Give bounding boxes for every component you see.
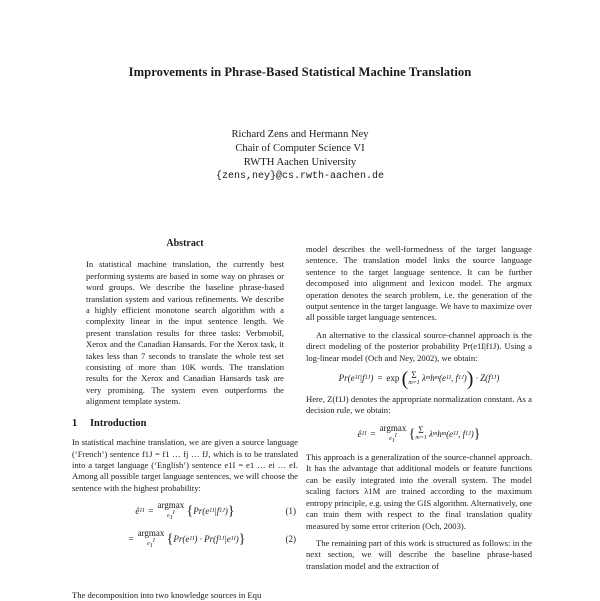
paragraph: Here, Z(f1J) denotes the appropriate normalization constant. As a decision rule, we obtain: bbox=[306, 394, 532, 416]
equation-number: (2) bbox=[285, 534, 296, 545]
section-title: Introduction bbox=[90, 417, 147, 429]
paragraph: This approach is a generalization of the source-channel approach. It has the advantage that additional models or feature functions can be easily integrated into the overall system. The model scaling factors λ1M are trained according to the maximum entropy principle, e.g. using the GIS algorithm. Alternatively, one can train them with respect to the final translation quality measured by some error criterion (Och, 2003). bbox=[306, 452, 532, 531]
author-email: {zens,ney}@cs.rwth-aachen.de bbox=[215, 171, 385, 182]
author-block bbox=[0, 128, 600, 184]
equation-1: ê 1 I = argmax $e_1^I$ { Pr(e 1 I |f 1 J ) } (1) bbox=[135, 500, 296, 522]
right-column bbox=[306, 244, 532, 572]
author-names: Richard Zens and Hermann Ney bbox=[231, 129, 369, 140]
paragraph: An alternative to the classical source-channel approach is the direct modeling of the posterior probability Pr(e1I|f1J). Using a log-linear model (Och and Ney, 2002), we obtain: bbox=[306, 329, 532, 363]
intro-paragraph: In statistical machine translation, we are given a source language (‘French’) sentence f1J = f1 … fj … fJ, which is to be translated into a target language (‘English’) sentence e1I = e1 … ei … eI. Among all possible target language sentences, we will choose the sentence with the highest probability: bbox=[72, 437, 298, 493]
paper-title: Improvements in Phrase-Based Statistical Machine Translation bbox=[128, 65, 472, 79]
institution: RWTH Aachen University bbox=[243, 157, 357, 168]
affiliation: Chair of Computer Science VI bbox=[235, 143, 365, 154]
section-number: 1 bbox=[72, 417, 78, 429]
paragraph: model describes the well-formedness of the target language sentence. The translation model links the source language sentence to the target language sentence. It can be further decomposed into alignment and lexicon model. The argmax operation denotes the search problem, i.e. the generation of the output sentence in the target language. We have to maximize over all possible target language sentences. bbox=[306, 244, 532, 323]
section-heading-introduction bbox=[72, 418, 298, 429]
truncated-line: The decomposition into two knowledge sources in Equ bbox=[72, 590, 262, 600]
equation-number: (1) bbox=[285, 506, 296, 517]
abstract-heading: Abstract bbox=[166, 238, 204, 249]
equation-decision: ê 1 I = argmax $e_1^I$ { Σ m=1 λ m h m (e 1 I , f 1 J ) } bbox=[357, 422, 481, 445]
abstract-text: In statistical machine translation, the currently best performing systems are based in some way on phrases or word groups. We describe the baseline phrase-based translation system and various refinements. We describe a highly efficient monotone search algorithm with a complexity linear in the input sentence length. We present translation results for three tasks: Verbmobil, Xerox and the Canadian Hansards. For the Xerox task, it takes less than 7 seconds to translate the whole test set consisting of more than 10K words. The translation results for the Xerox and Canadian Hansards task are very promising. The system even outperforms the alignment template system. bbox=[86, 259, 284, 407]
left-column bbox=[72, 238, 298, 558]
equation-loglinear: Pr(e 1 I |f 1 J ) = exp ( Σ m=1 λ m h m (e 1 I , f 1 J ) ) · Z(f 1 J ) bbox=[338, 368, 500, 391]
equation-2: = argmax $e_1^I$ { Pr(e 1 I ) · Pr(f 1 J |e 1 I ) } (2) bbox=[128, 528, 296, 550]
paragraph: The remaining part of this work is structured as follows: in the next section, we will describe the baseline phrase-based translation model and the extraction of bbox=[306, 537, 532, 571]
